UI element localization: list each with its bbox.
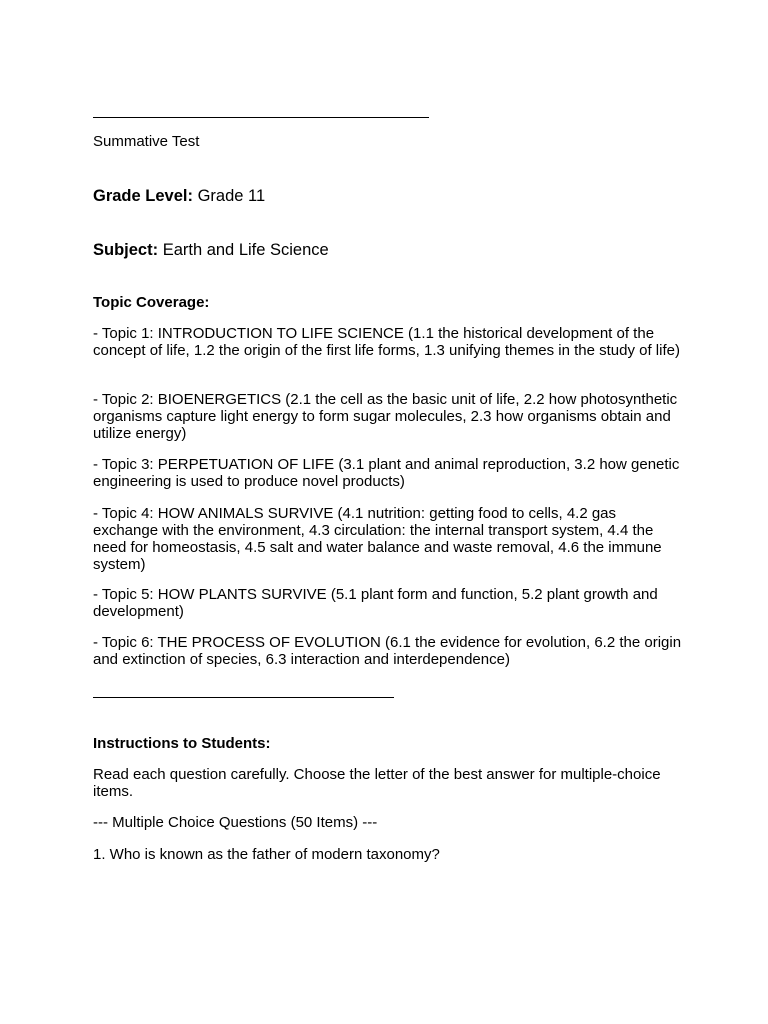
topic-item: - Topic 4: HOW ANIMALS SURVIVE (4.1 nutrition: getting food to cells, 4.2 gas exchange with the environment, 4.3 circulation: the internal transport system, 4.4 the need for homeostasis, 4.5 salt and water balance and waste removal, 4.6 the immune system): [93, 505, 662, 573]
topic-item: - Topic 6: THE PROCESS OF EVOLUTION (6.1 the evidence for evolution, 6.2 the origin and extinction of species, 6.3 interaction and interdependence): [93, 634, 682, 668]
grade-level-line: [93, 186, 685, 206]
topic-item: - Topic 3: PERPETUATION OF LIFE (3.1 plant and animal reproduction, 3.2 how genetic engineering is used to produce novel products): [93, 456, 680, 490]
grade-level-value: Grade 11: [197, 187, 266, 205]
subject-label: Subject:: [93, 241, 159, 259]
topic-item: - Topic 1: INTRODUCTION TO LIFE SCIENCE (1.1 the historical development of the concept of life, 1.2 the origin of the first life forms, 1.3 unifying themes in the study of life): [93, 325, 680, 359]
section-divider-line: [93, 697, 394, 698]
document-title: Summative Test: [93, 133, 200, 150]
topic-item: - Topic 2: BIOENERGETICS (2.1 the cell as the basic unit of life, 2.2 how photosynthetic organisms capture light energy to form sugar molecules, 2.3 how organisms obtain and utilize energy): [93, 391, 678, 442]
instructions-heading: Instructions to Students:: [93, 735, 271, 752]
question-item: 1. Who is known as the father of modern taxonomy?: [93, 846, 440, 863]
instructions-text: Read each question carefully. Choose the letter of the best answer for multiple-choice items.: [93, 766, 661, 800]
grade-level-label: Grade Level:: [93, 187, 193, 205]
topic-item: - Topic 5: HOW PLANTS SURVIVE (5.1 plant form and function, 5.2 plant growth and development): [93, 586, 658, 620]
subject-line: [93, 240, 685, 260]
topic-coverage-heading: Topic Coverage:: [93, 294, 210, 311]
top-divider-line: [93, 117, 429, 118]
subject-value: Earth and Life Science: [162, 241, 329, 259]
multiple-choice-heading: --- Multiple Choice Questions (50 Items) ---: [93, 814, 378, 831]
